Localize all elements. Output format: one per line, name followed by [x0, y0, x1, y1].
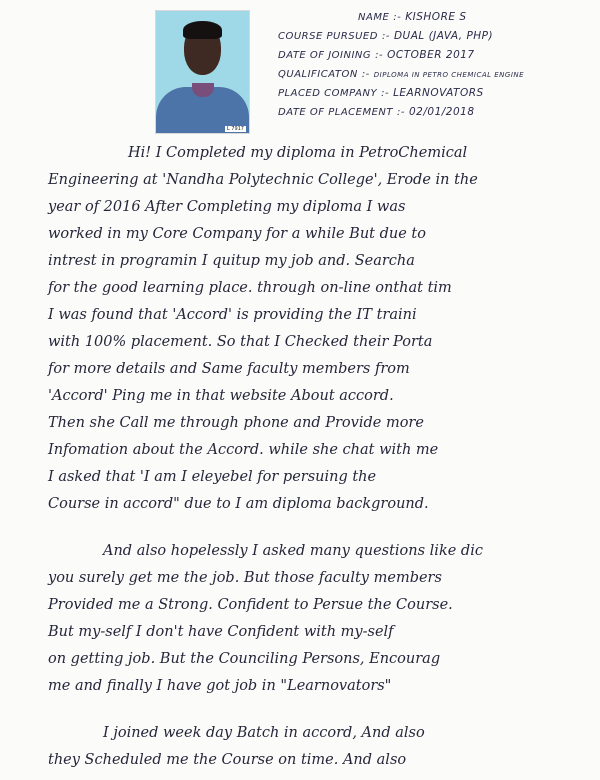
info-value: 02/01/2018	[408, 106, 475, 118]
letter-line: Course in accord" due to I am diploma background.	[48, 496, 429, 512]
info-label: NAME	[358, 12, 390, 23]
info-value: KISHORE S	[405, 11, 467, 23]
letter-line: Engineering at 'Nandha Polytechnic College', Erode in the	[48, 172, 478, 188]
letter-line: for the good learning place. through on-line onthat tim	[48, 280, 452, 296]
testimonial-letter	[48, 140, 588, 774]
info-sep: :-	[381, 31, 390, 42]
photo-stamp: L 7917	[226, 126, 244, 132]
info-label: DATE OF PLACEMENT	[278, 107, 393, 118]
info-name	[278, 8, 596, 27]
letter-line: Hi! I Completed my diploma in PetroChemical	[128, 145, 468, 161]
info-label: DATE OF JOINING	[278, 50, 372, 61]
info-label: COURSE PURSUED	[278, 31, 378, 42]
letter-line: they Scheduled me the Course on time. And also	[48, 752, 407, 768]
info-label: PLACED COMPANY	[278, 88, 378, 99]
info-sep: :-	[375, 50, 384, 61]
letter-line: Provided me a Strong. Confident to Persue the Course.	[48, 597, 453, 613]
paragraph-gap	[48, 700, 588, 720]
letter-line: with 100% placement. So that I Checked their Porta	[48, 334, 433, 350]
letter-line: I was found that 'Accord' is providing the IT traini	[48, 307, 417, 323]
letter-line: And also hopelessly I asked many questions like dic	[103, 543, 483, 559]
info-qualification	[278, 65, 596, 84]
letter-line: I asked that 'I am I eleyebel for persuing the	[48, 469, 377, 485]
paragraph-gap	[48, 518, 588, 538]
info-course	[278, 27, 596, 46]
student-info	[278, 8, 596, 122]
letter-line: on getting job. But the Counciling Persons, Encourag	[48, 651, 441, 667]
letter-line: Then she Call me through phone and Provide more	[48, 415, 424, 431]
letter-line: for more details and Same faculty members from	[48, 361, 410, 377]
letter-line: 'Accord' Ping me in that website About accord.	[48, 388, 394, 404]
info-placement-date	[278, 103, 596, 122]
info-value: DIPLOMA IN PETRO CHEMICAL ENGINE	[373, 71, 525, 79]
info-sep: :-	[397, 107, 405, 118]
letter-line: intrest in programin I quitup my job and. Searcha	[48, 253, 415, 269]
info-sep: :-	[393, 12, 402, 23]
letter-line: I joined week day Batch in accord, And also	[103, 725, 425, 741]
photo-hair	[183, 21, 222, 39]
letter-line: Infomation about the Accord. while she chat with me	[48, 442, 439, 458]
letter-line: year of 2016 After Completing my diploma I was	[48, 199, 406, 215]
info-company	[278, 84, 596, 103]
student-photo	[155, 10, 250, 134]
letter-line: me and finally I have got job in "Learnovators"	[48, 678, 392, 694]
letter-line: But my-self I don't have Confident with my-self	[48, 624, 394, 640]
info-value: OCTOBER 2017	[387, 49, 475, 61]
info-value: DUAL (JAVA, PHP)	[393, 30, 494, 42]
info-joining	[278, 46, 596, 65]
letter-line: worked in my Core Company for a while But due to	[48, 226, 426, 242]
info-sep: :-	[361, 69, 370, 80]
info-sep: :-	[381, 88, 390, 99]
info-value: LEARNOVATORS	[393, 87, 484, 99]
info-label: QUALIFICATON	[278, 69, 358, 80]
letter-line: you surely get me the job. But those faculty members	[48, 570, 442, 586]
